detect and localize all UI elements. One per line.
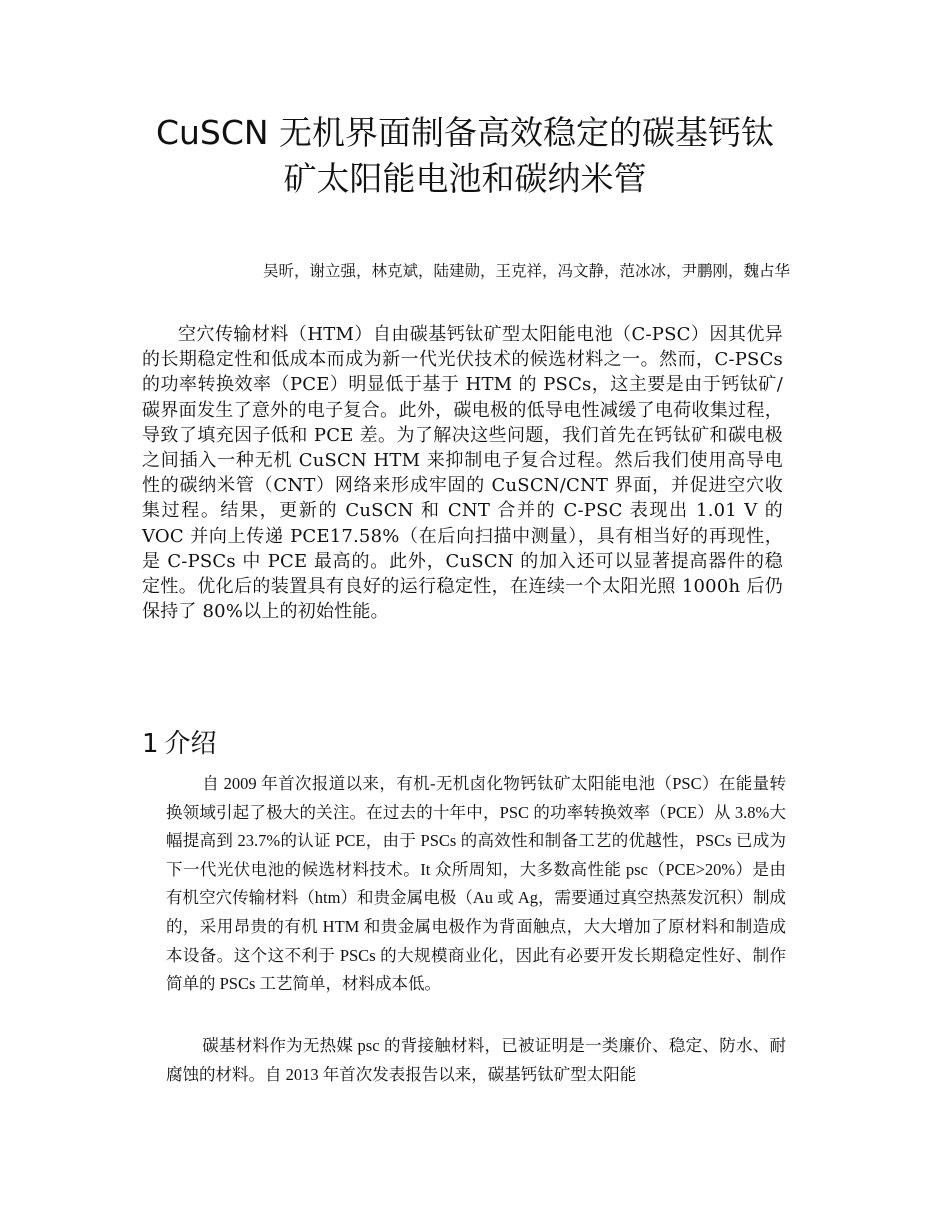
body-paragraph: 碳基材料作为无热媒 psc 的背接触材料，已被证明是一类廉价、稳定、防水、耐腐蚀的材料。自 2013 年首次发表报告以来，碳基钙钛矿型太阳能 xyxy=(166,1036,786,1084)
section-title: 介绍 xyxy=(164,729,217,759)
author-list: 吴昕，谢立强，林克斌，陆建勋，王克祥，冯文静，范冰冰，尹鹏刚，魏占华 xyxy=(262,262,790,280)
section-heading-introduction xyxy=(142,726,217,762)
paper-title: CuSCN 无机界面制备高效稳定的碳基钙钛矿太阳能电池和碳纳米管 xyxy=(155,113,775,198)
body-paragraph: 自 2009 年首次报道以来，有机-无机卤化物钙钛矿太阳能电池（PSC）在能量转换领域引起了极大的关注。在过去的十年中，PSC 的功率转换效率（PCE）从 3.8%大幅提高到 23.7%的认证 PCE，由于 PSCs 的高效性和制备工艺的优越性，PSCs 已成为下一代光伏电池的候选材料技术。It 众所周知，大多数高性能 psc（PCE>20%）是由有机空穴传输材料（htm）和贵金属电极（Au 或 Ag，需要通过真空热蒸发沉积）制成的，采用昂贵的有机 HTM 和贵金属电极作为背面触点，大大增加了原材料和制造成本设备。这个这不利于 PSCs 的大规模商业化，因此有必要开发长期稳定性好、制作简单的 PSCs 工艺简单，材料成本低。 xyxy=(166,774,786,994)
abstract-paragraph: 空穴传输材料（HTM）自由碳基钙钛矿型太阳能电池（C-PSC）因其优异的长期稳定性和低成本而成为新一代光伏技术的候选材料之一。然而，C-PSCs 的功率转换效率（PCE）明显低于基于 HTM 的 PSCs，这主要是由于钙钛矿/碳界面发生了意外的电子复合。此外，碳电极的低导电性减缓了电荷收集过程，导致了填充因子低和 PCE 差。为了解决这些问题，我们首先在钙钛矿和碳电极之间插入一种无机 CuSCN HTM 来抑制电子复合过程。然后我们使用高导电性的碳纳米管（CNT）网络来形成牢固的 CuSCN/CNT 界面，并促进空穴收集过程。结果，更新的 CuSCN 和 CNT 合并的 C-PSC 表现出 1.01 V 的 VOC 并向上传递 PCE17.58%（在后向扫描中测量），具有相当好的再现性，是 C-PSCs 中 PCE 最高的。此外，CuSCN 的加入还可以显著提高器件的稳定性。优化后的装置具有良好的运行稳定性，在连续一个太阳光照 1000h 后仍保持了 80%以上的初始性能。 xyxy=(142,324,783,623)
section-number: 1 xyxy=(142,729,159,759)
